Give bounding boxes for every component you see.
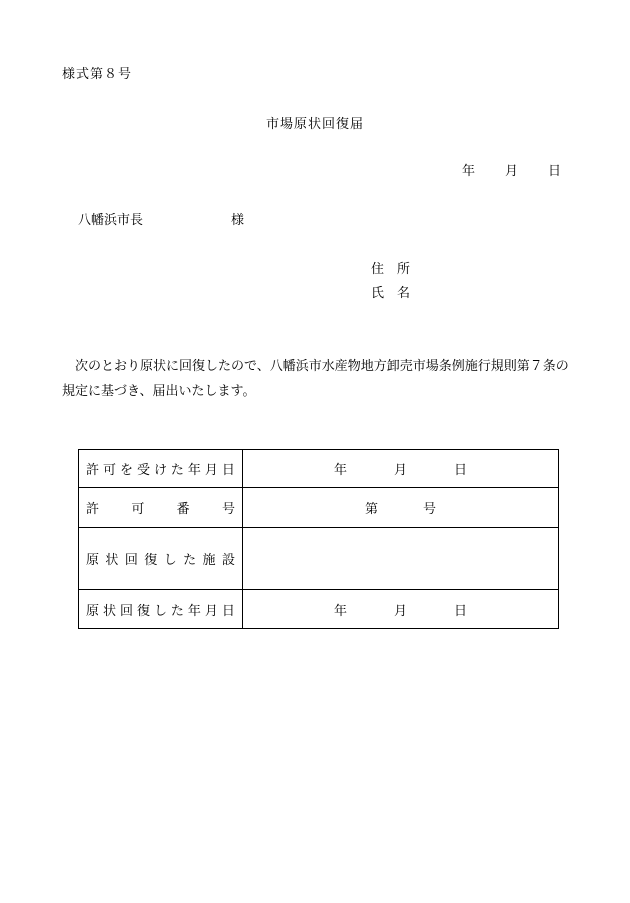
value-month: 月	[393, 603, 407, 619]
table-row	[79, 450, 559, 488]
label-char: 月	[204, 603, 218, 619]
value-day: 日	[454, 463, 468, 478]
label-char: 原	[86, 553, 100, 568]
label-char: 回	[124, 553, 138, 568]
label-char: た	[183, 553, 197, 568]
address-char-2: 所	[397, 262, 411, 277]
label-char: 状	[105, 553, 119, 568]
label-char: し	[153, 603, 167, 619]
label-char: け	[153, 463, 167, 478]
label-char: 年	[187, 463, 201, 478]
permit-number-label	[79, 488, 243, 528]
label-char: 受	[136, 463, 150, 478]
label-char: た	[170, 463, 184, 478]
label-char: 状	[102, 603, 116, 619]
form-number: 様式第８号	[62, 67, 133, 82]
addressee-name: 八幡浜市長	[78, 213, 144, 228]
label-char: 可	[131, 502, 145, 517]
label-char: 回	[119, 603, 133, 619]
label-char: 許	[86, 463, 100, 478]
permit-number-value	[243, 488, 559, 528]
value-suffix: 号	[423, 502, 437, 517]
restored-facility-label	[79, 528, 243, 590]
restored-facility-value[interactable]	[243, 528, 559, 590]
restoration-info-table	[78, 449, 559, 629]
body-paragraph: 次のとおり原状に回復したので、八幡浜市水産物地方卸売市場条例施行規則第７条の規定に基づき、届出いたします。	[62, 359, 569, 399]
label-char: し	[163, 553, 177, 568]
label-char: た	[170, 603, 184, 619]
label-char: 復	[136, 603, 150, 619]
applicant-address-label	[371, 262, 410, 278]
value-year: 年	[333, 603, 347, 619]
label-char: 可	[102, 463, 116, 478]
addressee-honorific: 様	[231, 213, 245, 228]
value-day: 日	[454, 603, 468, 619]
document-title: 市場原状回復届	[265, 117, 364, 132]
label-char: 番	[176, 502, 190, 517]
value-prefix: 第	[364, 502, 378, 517]
table-row	[79, 488, 559, 528]
restoration-date-label	[79, 590, 243, 629]
permit-date-label	[79, 450, 243, 488]
date-month-label: 月	[505, 164, 519, 179]
label-char: 日	[221, 603, 235, 619]
label-char: 施	[202, 553, 216, 568]
label-char: 年	[187, 603, 201, 619]
value-month: 月	[393, 463, 407, 478]
address-char-1: 住	[371, 262, 385, 277]
name-char-2: 名	[397, 286, 411, 301]
label-char: を	[119, 463, 133, 478]
label-char: 日	[221, 463, 235, 478]
table-row	[79, 528, 559, 590]
label-char: 原	[86, 603, 100, 619]
label-char: 号	[221, 502, 235, 517]
table-row	[79, 590, 559, 629]
submission-date	[462, 164, 561, 180]
applicant-name-label	[371, 286, 410, 302]
addressee	[78, 213, 245, 229]
label-char: 設	[221, 553, 235, 568]
date-year-label: 年	[462, 164, 476, 179]
value-year: 年	[333, 463, 347, 478]
name-char-1: 氏	[371, 286, 385, 301]
label-char: 月	[204, 463, 218, 478]
restoration-date-value	[243, 590, 559, 629]
permit-date-value	[243, 450, 559, 488]
label-char: 復	[144, 553, 158, 568]
date-day-label: 日	[548, 164, 562, 179]
label-char: 許	[86, 502, 100, 517]
